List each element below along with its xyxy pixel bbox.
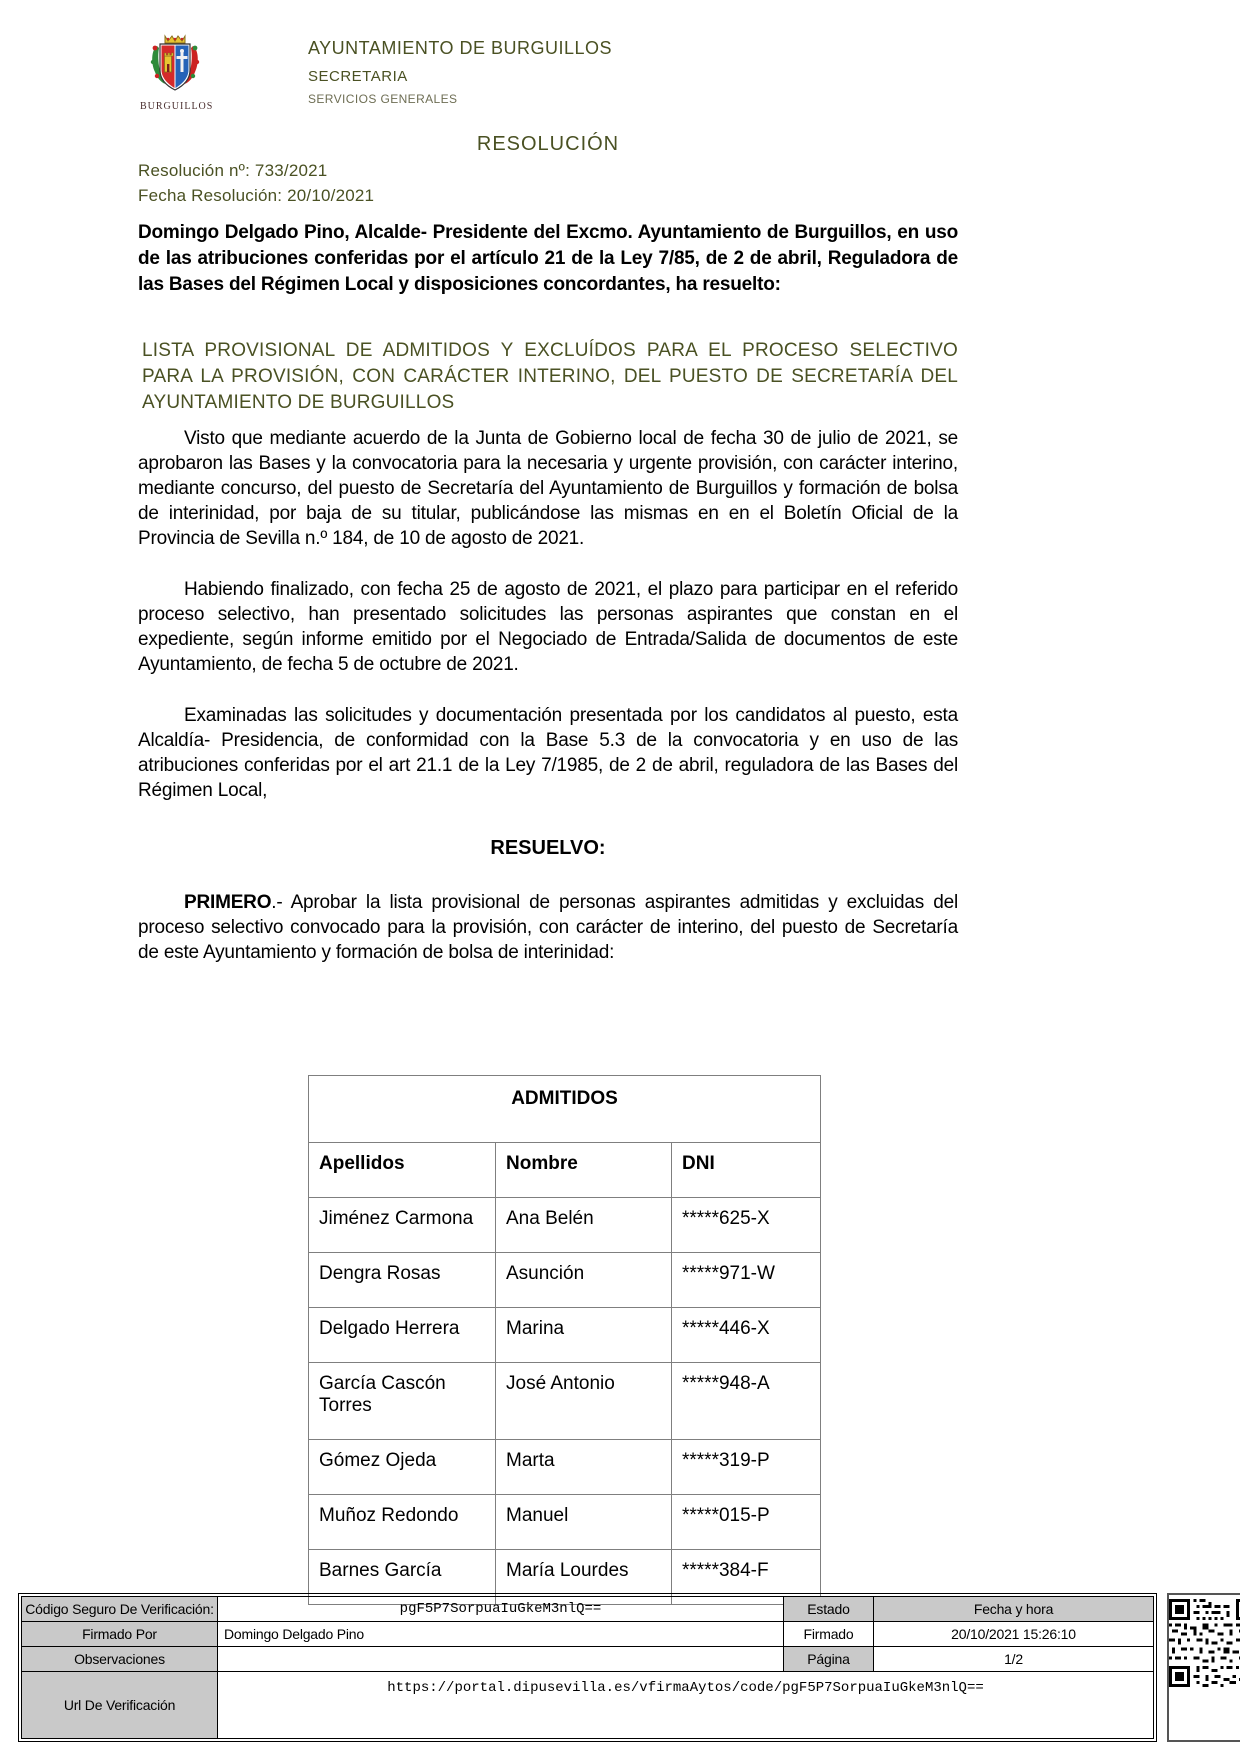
- resuelvo-heading: RESUELVO:: [490, 837, 606, 859]
- subject-heading: LISTA PROVISIONAL DE ADMITIDOS Y EXCLUÍDOS PARA EL PROCESO SELECTIVO PARA LA PROVISIÓN, CON CARÁCTER INTERINO, DEL PUESTO DE SECRETARÍA DEL AYUNTAMIENTO DE BURGUILLOS: [142, 340, 958, 413]
- url-verificacion-label: Url De Verificación: [22, 1672, 218, 1739]
- table-row: [309, 1308, 821, 1363]
- column-header-apellidos: Apellidos: [309, 1143, 496, 1198]
- table-cell: *****446-X: [672, 1308, 821, 1363]
- table-row: [309, 1198, 821, 1253]
- table-title-row: [309, 1076, 821, 1143]
- csv-value: pgF5P7SorpuaIuGkeM3nlQ==: [218, 1597, 784, 1622]
- burguillos-coat-of-arms-icon: [143, 30, 207, 94]
- table-header-row: [309, 1143, 821, 1198]
- document-body: [138, 133, 958, 1605]
- body-paragraph-1: Visto que mediante acuerdo de la Junta de Gobierno local de fecha 30 de julio de 2021, se aprobaron las Bases y la convocatoria para la necesaria y urgente provisión, con carácter interino, mediante concurso, del puesto de Secretaría del Ayuntamiento de Burguillos y formación de bolsa de interinidad, por baja de su titular, publicándose las mismas en en el Boletín Oficial de la Provincia de Sevilla n.º 184, de 10 de agosto de 2021.: [138, 428, 958, 549]
- fecha-hora-label: Fecha y hora: [874, 1597, 1154, 1622]
- verification-table: [21, 1596, 1154, 1739]
- column-header-nombre: Nombre: [496, 1143, 672, 1198]
- intro-paragraph: Domingo Delgado Pino, Alcalde- Presidente del Excmo. Ayuntamiento de Burguillos, en uso de las atribuciones conferidas por el artículo 21 de la Ley 7/85, de 2 de abril, Reguladora de las Bases del Régimen Local y disposiciones concordantes, ha resuelto:: [138, 222, 958, 295]
- table-cell: María Lourdes: [496, 1550, 672, 1605]
- org-subdepartment: SERVICIOS GENERALES: [308, 92, 458, 106]
- table-cell: Manuel: [496, 1495, 672, 1550]
- resolution-number: Resolución nº: 733/2021: [138, 161, 328, 180]
- firmado-por-value: Domingo Delgado Pino: [218, 1622, 784, 1647]
- column-header-dni: DNI: [672, 1143, 821, 1198]
- table-cell: José Antonio: [496, 1363, 672, 1440]
- qr-code: [1167, 1593, 1240, 1742]
- estado-label: Estado: [784, 1597, 874, 1622]
- body-paragraph-3: Examinadas las solicitudes y documentación presentada por los candidatos al puesto, esta Alcaldía- Presidencia, de conformidad con la Base 5.3 de la convocatoria y en uso de las atribuciones conferidas por el art 21.1 de la Ley 7/1985, de 2 de abril, reguladora de las Bases del Régimen Local,: [138, 705, 958, 801]
- estado-value: Firmado: [784, 1622, 874, 1647]
- table-cell: Delgado Herrera: [309, 1308, 496, 1363]
- body-paragraph-2: Habiendo finalizado, con fecha 25 de agosto de 2021, el plazo para participar en el referido proceso selectivo, han presentado solicitudes las personas aspirantes que constan en el expediente, según informe emitido por el Negociado de Entrada/Salida de documentos de este Ayuntamiento, de fecha 5 de octubre de 2021.: [138, 579, 958, 675]
- table-cell: Barnes García: [309, 1550, 496, 1605]
- table-cell: *****384-F: [672, 1550, 821, 1605]
- table-cell: García Cascón Torres: [309, 1363, 496, 1440]
- signature-footer: [18, 1593, 1226, 1742]
- logo-caption: BURGUILLOS: [140, 101, 214, 112]
- primero-text: .- Aprobar la lista provisional de personas aspirantes admitidas y excluidas del proceso selectivo convocado para la provisión, con carácter de interino, del puesto de Secretaría de este Ayuntamiento y formación de bolsa de interinidad:: [138, 892, 958, 963]
- pagina-label: Página: [784, 1647, 874, 1672]
- table-row: [309, 1253, 821, 1308]
- pagina-value: 1/2: [874, 1647, 1154, 1672]
- table-cell: *****625-X: [672, 1198, 821, 1253]
- table-cell: Ana Belén: [496, 1198, 672, 1253]
- fecha-hora-value: 20/10/2021 15:26:10: [874, 1622, 1154, 1647]
- table-cell: *****948-A: [672, 1363, 821, 1440]
- table-row: [309, 1495, 821, 1550]
- header-logo: [140, 30, 214, 112]
- table-cell: Marta: [496, 1440, 672, 1495]
- observaciones-value: [218, 1647, 784, 1672]
- table-cell: *****971-W: [672, 1253, 821, 1308]
- primero-label: PRIMERO: [184, 892, 272, 913]
- table-cell: *****319-P: [672, 1440, 821, 1495]
- primero-paragraph: [138, 890, 958, 965]
- observaciones-label: Observaciones: [22, 1647, 218, 1672]
- table-row: [309, 1440, 821, 1495]
- org-department: SECRETARIA: [308, 68, 408, 85]
- doc-title: RESOLUCIÓN: [476, 133, 620, 155]
- admitidos-table: [308, 1075, 821, 1605]
- csv-label: Código Seguro De Verificación:: [22, 1597, 218, 1622]
- table-cell: *****015-P: [672, 1495, 821, 1550]
- qr-code-icon: [1169, 1599, 1240, 1687]
- table-cell: Marina: [496, 1308, 672, 1363]
- table-title: ADMITIDOS: [309, 1076, 821, 1143]
- table-cell: Gómez Ojeda: [309, 1440, 496, 1495]
- table-row: [309, 1363, 821, 1440]
- table-cell: Muñoz Redondo: [309, 1495, 496, 1550]
- table-cell: Dengra Rosas: [309, 1253, 496, 1308]
- table-cell: Asunción: [496, 1253, 672, 1308]
- org-name: AYUNTAMIENTO DE BURGUILLOS: [308, 38, 613, 58]
- url-verificacion-value: https://portal.dipusevilla.es/vfirmaAytos/code/pgF5P7SorpuaIuGkeM3nlQ==: [218, 1672, 1154, 1739]
- resolution-date: Fecha Resolución: 20/10/2021: [138, 186, 375, 205]
- firmado-por-label: Firmado Por: [22, 1622, 218, 1647]
- table-cell: Jiménez Carmona: [309, 1198, 496, 1253]
